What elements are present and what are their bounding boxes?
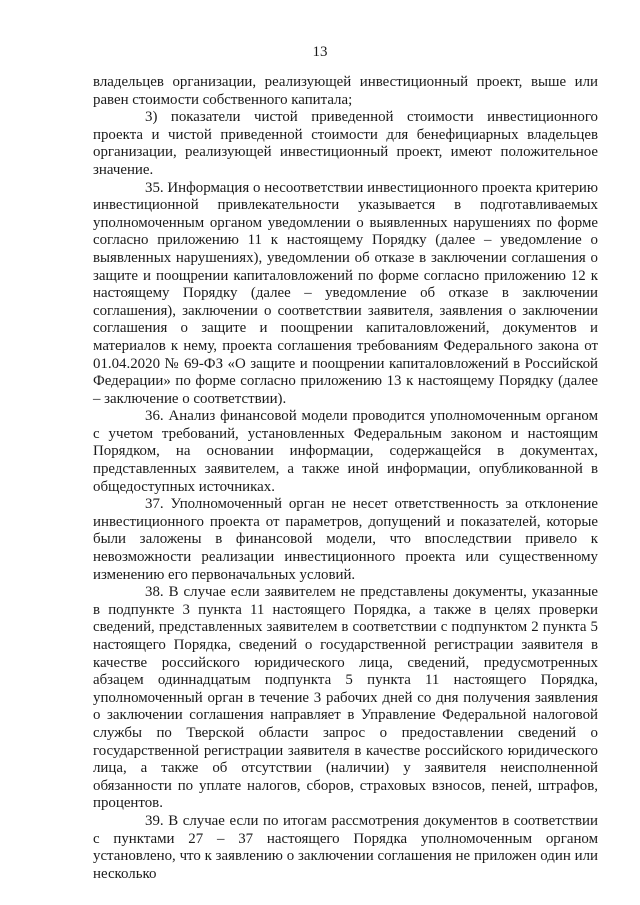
- paragraph-36: 36. Анализ финансовой модели проводится уполномоченным органом с учетом требований, установленных Федеральным законом и настоящим Порядком, на основании информации, содержащейся в документах, представленных заявителем, а также иной информации, опубликованной в общедоступных источниках.: [93, 408, 598, 495]
- paragraph-continuation: владельцев организации, реализующей инвестиционный проект, выше или равен стоимости собственного капитала;: [93, 74, 598, 108]
- paragraph-39: 39. В случае если по итогам рассмотрения документов в соответствии с пунктами 27 – 37 настоящего Порядка уполномоченным органом установлено, что к заявлению о заключении соглашения не приложен один или несколько: [93, 812, 598, 882]
- paragraph-3: 3) показатели чистой приведенной стоимости инвестиционного проекта и чистой приведенной стоимости для бенефициарных владельцев организации, реализующей инвестиционный проект, имеют положительное значение.: [93, 109, 598, 178]
- page-number: 13: [312, 44, 328, 60]
- paragraph-38: 38. В случае если заявителем не представлены документы, указанные в подпункте 3 пункта 11 настоящего Порядка, а также в целях проверки сведений, представленных заявителем в соответствии с подпунктом 2 пункта 5 настоящего Порядка, сведений о государственной регистрации заявителя в качестве российского юридического лица, сведений, предусмотренных абзацем одиннадцатым подпункта 5 пункта 11 настоящего Порядка, уполномоченный орган в течение 3 рабочих дней со дня получения заявления о заключении соглашения направляет в Управление Федеральной налоговой службы по Тверской области запрос о предоставлении сведений о государственной регистрации заявителя в качестве российского юридического лица, а также об отсутствии (наличии) у заявителя неисполненной обязанности по уплате налогов, сборов, страховых взносов, пеней, штрафов, процентов.: [93, 584, 598, 812]
- paragraph-37: 37. Уполномоченный орган не несет ответственность за отклонение инвестиционного проекта от параметров, допущений и показателей, которые были заложены в финансовой модели, что впоследствии привело к невозможности реализации инвестиционного проекта или существенному изменению его первоначальных условий.: [93, 496, 598, 583]
- document-body: [93, 74, 598, 883]
- paragraph-35: 35. Информация о несоответствии инвестиционного проекта критерию инвестиционной привлекательности указывается в подготавливаемых уполномоченным органом уведомлении о выявленных нарушениях по форме согласно приложению 11 к настоящему Порядку (далее – уведомление о выявленных нарушениях), уведомлении об отказе в заключении соглашения о защите и поощрении капиталовложений по форме согласно приложению 12 к настоящему Порядку (далее – уведомление об отказе в заключении соглашения), заключении о соответствии заявителя, заявления о заключении соглашения о защите и поощрении капиталовложений, документов и материалов к нему, проекта соглашения требованиям Федерального закона от 01.04.2020 № 69-ФЗ «О защите и поощрении капиталовложений в Российской Федерации» по форме согласно приложению 13 к настоящему Порядку (далее – заключение о соответствии).: [93, 179, 598, 407]
